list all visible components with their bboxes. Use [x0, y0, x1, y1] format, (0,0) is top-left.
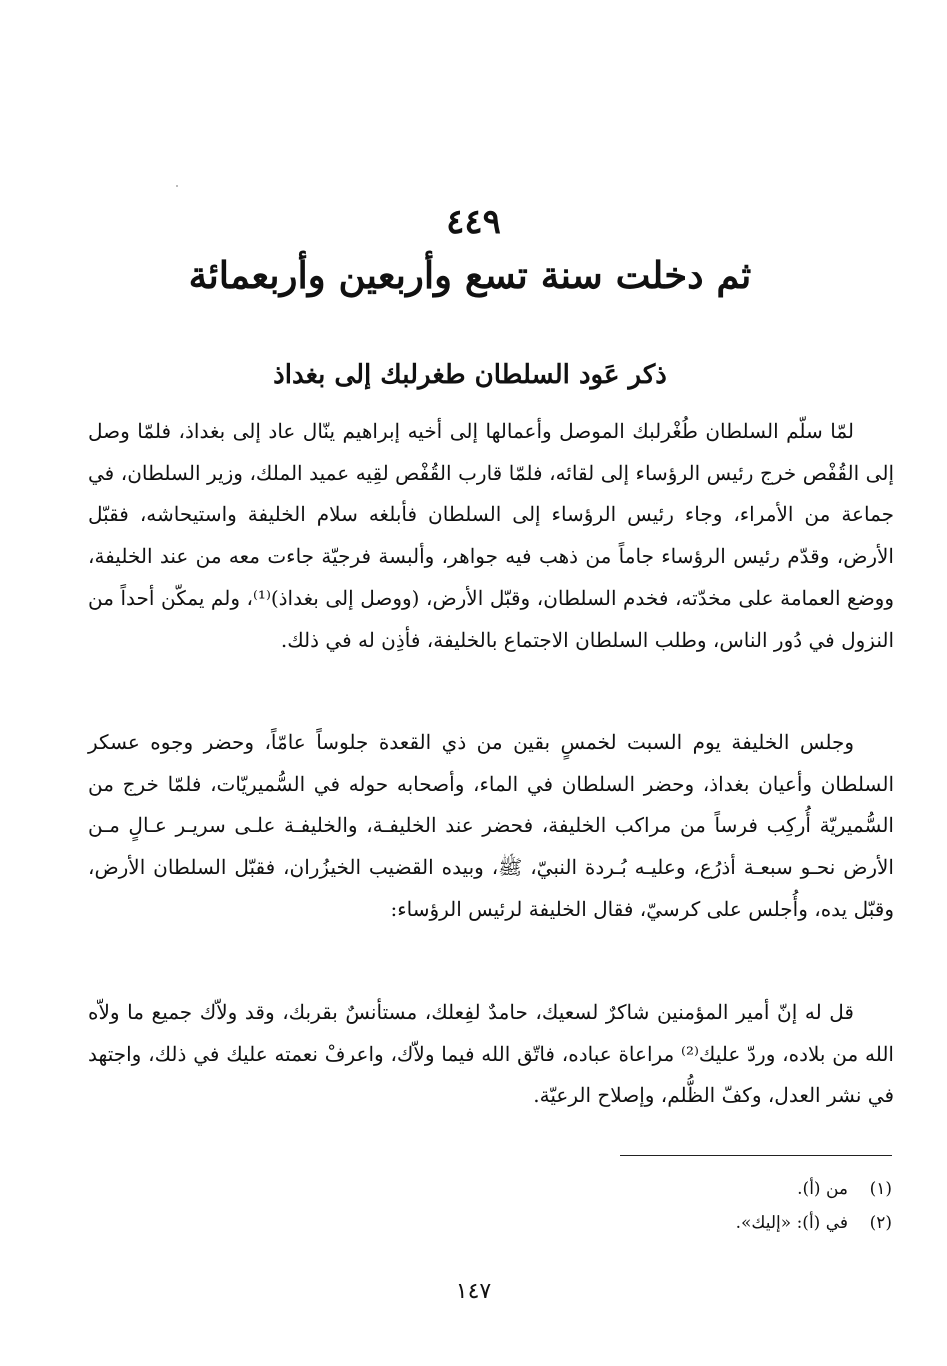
paragraph-text: لمّا سلّم السلطان طُغْرلبك الموصل وأعمالها إلى أخيه إبراهيم ينّال عاد إلى بغداذ، فلمّا وصل إلى القُفْص خرج رئيس الرؤساء إلى لقائه، فلمّا قارب القُفْص لقِيه عميد الملك، وزير السلطان، في جماعة من الأمراء، وجاء رئيس الرؤساء إلى السلطان فأبلغه سلام الخليفة واستيحاشه، فقبّل الأرض، وقدّم رئيس الرؤساء جاماً من ذهب فيه جواهر، وألبسة فرجيّة جاءت معه من عند الخليفة، ووضع العمامة على مخدّته، فخدم السلطان، وقبّل الأرض، (ووصل إلى بغداذ)⁽¹⁾، ولم يمكّن أحداً من النزول في دُور الناس، وطلب السلطان الاجتماع بالخليفة، فأذِن له في ذلك. [88, 419, 895, 652]
footnote-2 [300, 1206, 892, 1240]
paragraph-text: قل له إنّ أمير المؤمنين شاكرٌ لسعيك، حامدٌ لفِعلك، مستأنسٌ بقربك، وقد ولاّك جميع ما ولاّه الله من بلاده، وردّ عليك⁽²⁾ مراعاة عباده، فاتّق الله فيما ولاّك، واعرفْ نعمته عليك في ذلك، واجتهد في نشر العدل، وكفّ الظُّلم، وإصلاح الرعيّة. [88, 1000, 894, 1108]
paragraph-1 [88, 411, 894, 661]
footnotes [300, 1172, 892, 1240]
scan-speck [176, 185, 178, 187]
footnote-number: (٢) [869, 1213, 892, 1233]
paragraph-3 [88, 992, 894, 1117]
year-number: ٤٤٩ [446, 202, 501, 242]
paragraph-2 [88, 722, 894, 931]
footnote-text: في (أ): «إليك». [735, 1213, 848, 1233]
footnote-1 [300, 1172, 892, 1206]
paragraph-text: وجلس الخليفة يوم السبت لخمسٍ بقين من ذي القعدة جلوساً عامّاً، وحضر وجوه عسكر السلطان وأعيان بغداذ، وحضر السلطان في الماء، وأصحابه حوله في السُّميريّات، فلمّا خرج من السُّميريّة أُركِب فرساً من مراكب الخليفة، فحضر عند الخليفـة، والخليفـة علـى سريـر عـالٍ مـن الأرض نحـو سبعـة أذرُع، وعليـه بُـردة النبيّ، ﷺ، وبيده القضيب الخيزُران، فقبّل السلطان الأرض، وقبّل يده، وأُجلس على كرسيّ، فقال الخليفة لرئيس الرؤساء: [88, 730, 894, 921]
footnote-number: (١) [869, 1179, 892, 1199]
page-number: ١٤٧ [455, 1279, 492, 1304]
section-heading: ذكر عَود السلطان طغرلبك إلى بغداذ [273, 360, 667, 390]
footnote-divider [620, 1155, 892, 1156]
footnote-text: من (أ). [797, 1179, 848, 1199]
chapter-title: ثم دخلت سنة تسع وأربعين وأربعمائة [188, 253, 752, 297]
